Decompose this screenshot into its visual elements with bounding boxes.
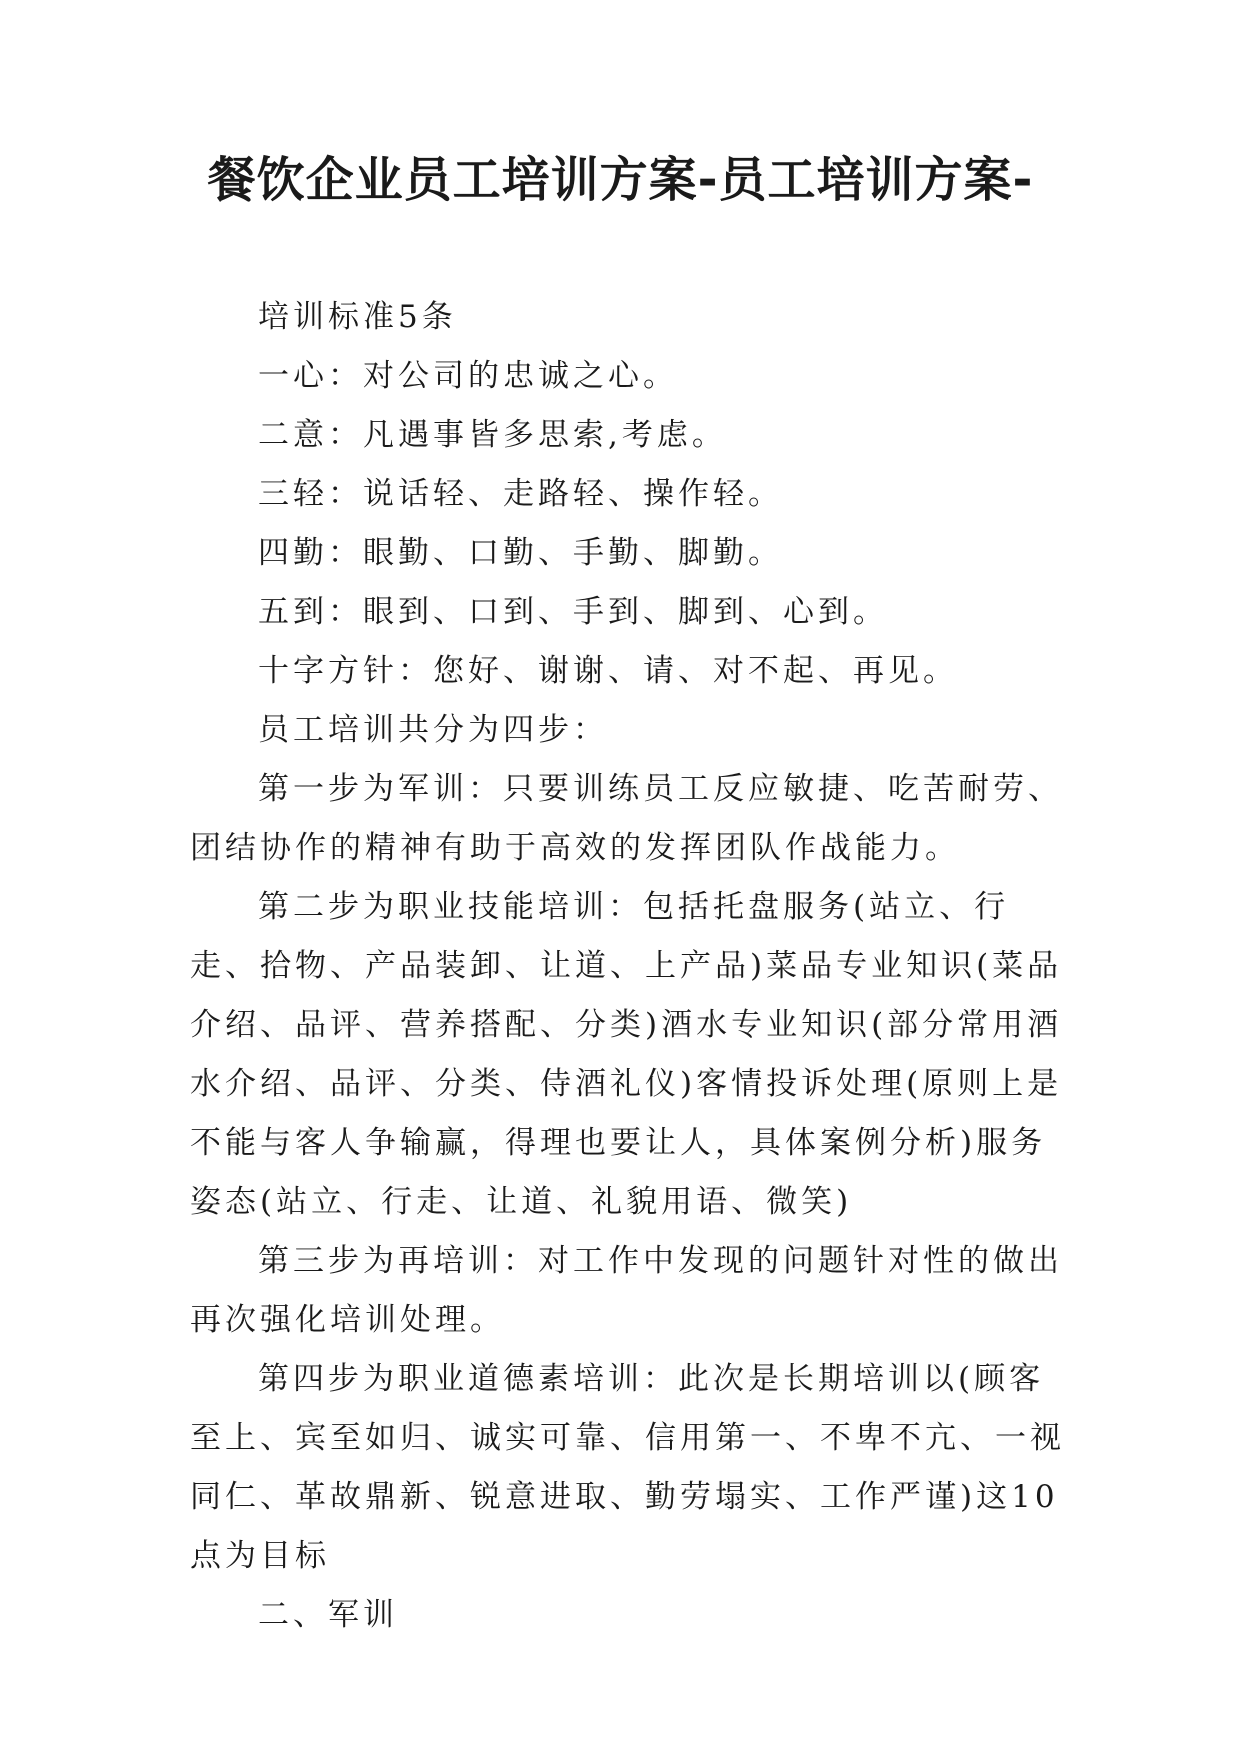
- paragraph-four-steps-intro: 员工培训共分为四步：: [258, 712, 608, 748]
- paragraph-three-lights: 三轻：说话轻、走路轻、操作轻。: [258, 476, 783, 512]
- paragraph-step-two: 第二步为职业技能培训：包括托盘服务(站立、行走、拾物、产品装卸、让道、上产品)菜品专业知识(菜品介绍、品评、营养搭配、分类)酒水专业知识(部分常用酒水介绍、品评、分类、侍酒礼仪)客情投诉处理(原则上是不能与客人争输赢，得理也要让人，具体案例分析)服务姿态(站立、行走、让道、礼貌用语、微笑): [190, 889, 1063, 1220]
- paragraph-step-four: 第四步为职业道德素培训：此次是长期培训以(顾客至上、宾至如归、诚实可靠、信用第一、不卑不亢、一视同仁、革故鼎新、锐意进取、勤劳塌实、工作严谨)这10点为目标: [190, 1361, 1065, 1574]
- paragraph-four-diligences: 四勤：眼勤、口勤、手勤、脚勤。: [258, 535, 783, 571]
- paragraph-ten-word-policy: 十字方针：您好、谢谢、请、对不起、再见。: [258, 653, 958, 689]
- paragraph-one-heart: 一心：对公司的忠诚之心。: [258, 358, 678, 394]
- document-title: 餐饮企业员工培训方案-员工培训方案-: [207, 152, 1034, 208]
- section-heading-military-training: 二、军训: [258, 1597, 398, 1633]
- paragraph-five-arrivals: 五到：眼到、口到、手到、脚到、心到。: [258, 594, 888, 630]
- document-body: [190, 288, 1070, 1645]
- paragraph-step-three: 第三步为再培训：对工作中发现的问题针对性的做出再次强化培训处理。: [190, 1243, 1063, 1338]
- paragraph-training-standards: 培训标准5条: [258, 299, 457, 335]
- paragraph-two-minds: 二意：凡遇事皆多思索,考虑。: [258, 417, 727, 453]
- paragraph-step-one: 第一步为军训：只要训练员工反应敏捷、吃苦耐劳、团结协作的精神有助于高效的发挥团队作战能力。: [190, 771, 1063, 866]
